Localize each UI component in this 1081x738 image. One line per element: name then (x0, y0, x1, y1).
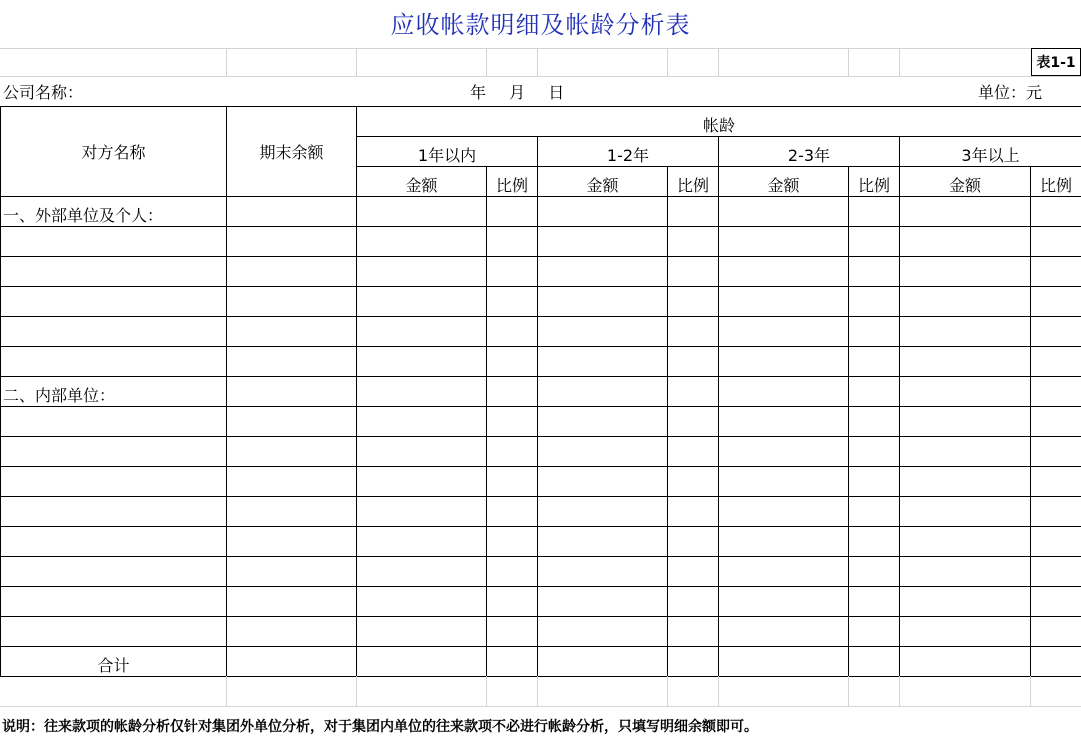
table-row (1, 347, 1081, 377)
company-name-label: 公司名称： (3, 80, 83, 103)
header-bucket-4: 3年以上 (900, 137, 1081, 167)
header-bucket-1: 1年以内 (357, 137, 538, 167)
table-row (1, 467, 1081, 497)
table-row (1, 227, 1081, 257)
header-counterparty: 对方名称 (1, 107, 227, 197)
table-row (1, 527, 1081, 557)
header-ratio: 比例 (487, 167, 538, 197)
month-label: 月 (509, 83, 525, 102)
header-ratio: 比例 (1031, 167, 1081, 197)
header-amount: 金额 (357, 167, 487, 197)
table-row (1, 317, 1081, 347)
section-label-external: 一、外部单位及个人： (1, 197, 227, 227)
header-ratio: 比例 (849, 167, 900, 197)
section-label-internal: 二、内部单位： (1, 377, 227, 407)
header-amount: 金额 (900, 167, 1031, 197)
aging-table (0, 106, 1081, 677)
header-bucket-2: 1-2年 (538, 137, 719, 167)
header-aging: 帐龄 (357, 107, 1081, 137)
total-label: 合计 (1, 647, 227, 677)
header-amount: 金额 (538, 167, 668, 197)
day-label: 日 (548, 83, 564, 102)
table-number: 表1-1 (1031, 48, 1081, 76)
table-row (1, 557, 1081, 587)
table-row (1, 287, 1081, 317)
footnote: 说明：往来款项的帐龄分析仅针对集团外单位分析，对于集团内单位的往来款项不必进行帐龄分析，只填写明细余额即可。 (2, 716, 758, 736)
date-line (470, 80, 582, 103)
table-row (1, 497, 1081, 527)
year-label: 年 (470, 83, 486, 102)
table-row (1, 437, 1081, 467)
unit-label: 单位：元 (978, 80, 1042, 103)
table-row (1, 257, 1081, 287)
section-row-external (1, 197, 1081, 227)
header-ending-balance: 期末余额 (227, 107, 357, 197)
header-bucket-3: 2-3年 (719, 137, 900, 167)
table-row (1, 407, 1081, 437)
sheet-title: 应收帐款明细及帐龄分析表 (0, 0, 1081, 48)
section-row-internal (1, 377, 1081, 407)
table-row (1, 587, 1081, 617)
table-row (1, 617, 1081, 647)
total-row (1, 647, 1081, 677)
header-amount: 金额 (719, 167, 849, 197)
header-ratio: 比例 (668, 167, 719, 197)
grid-row-blank (0, 48, 1081, 77)
